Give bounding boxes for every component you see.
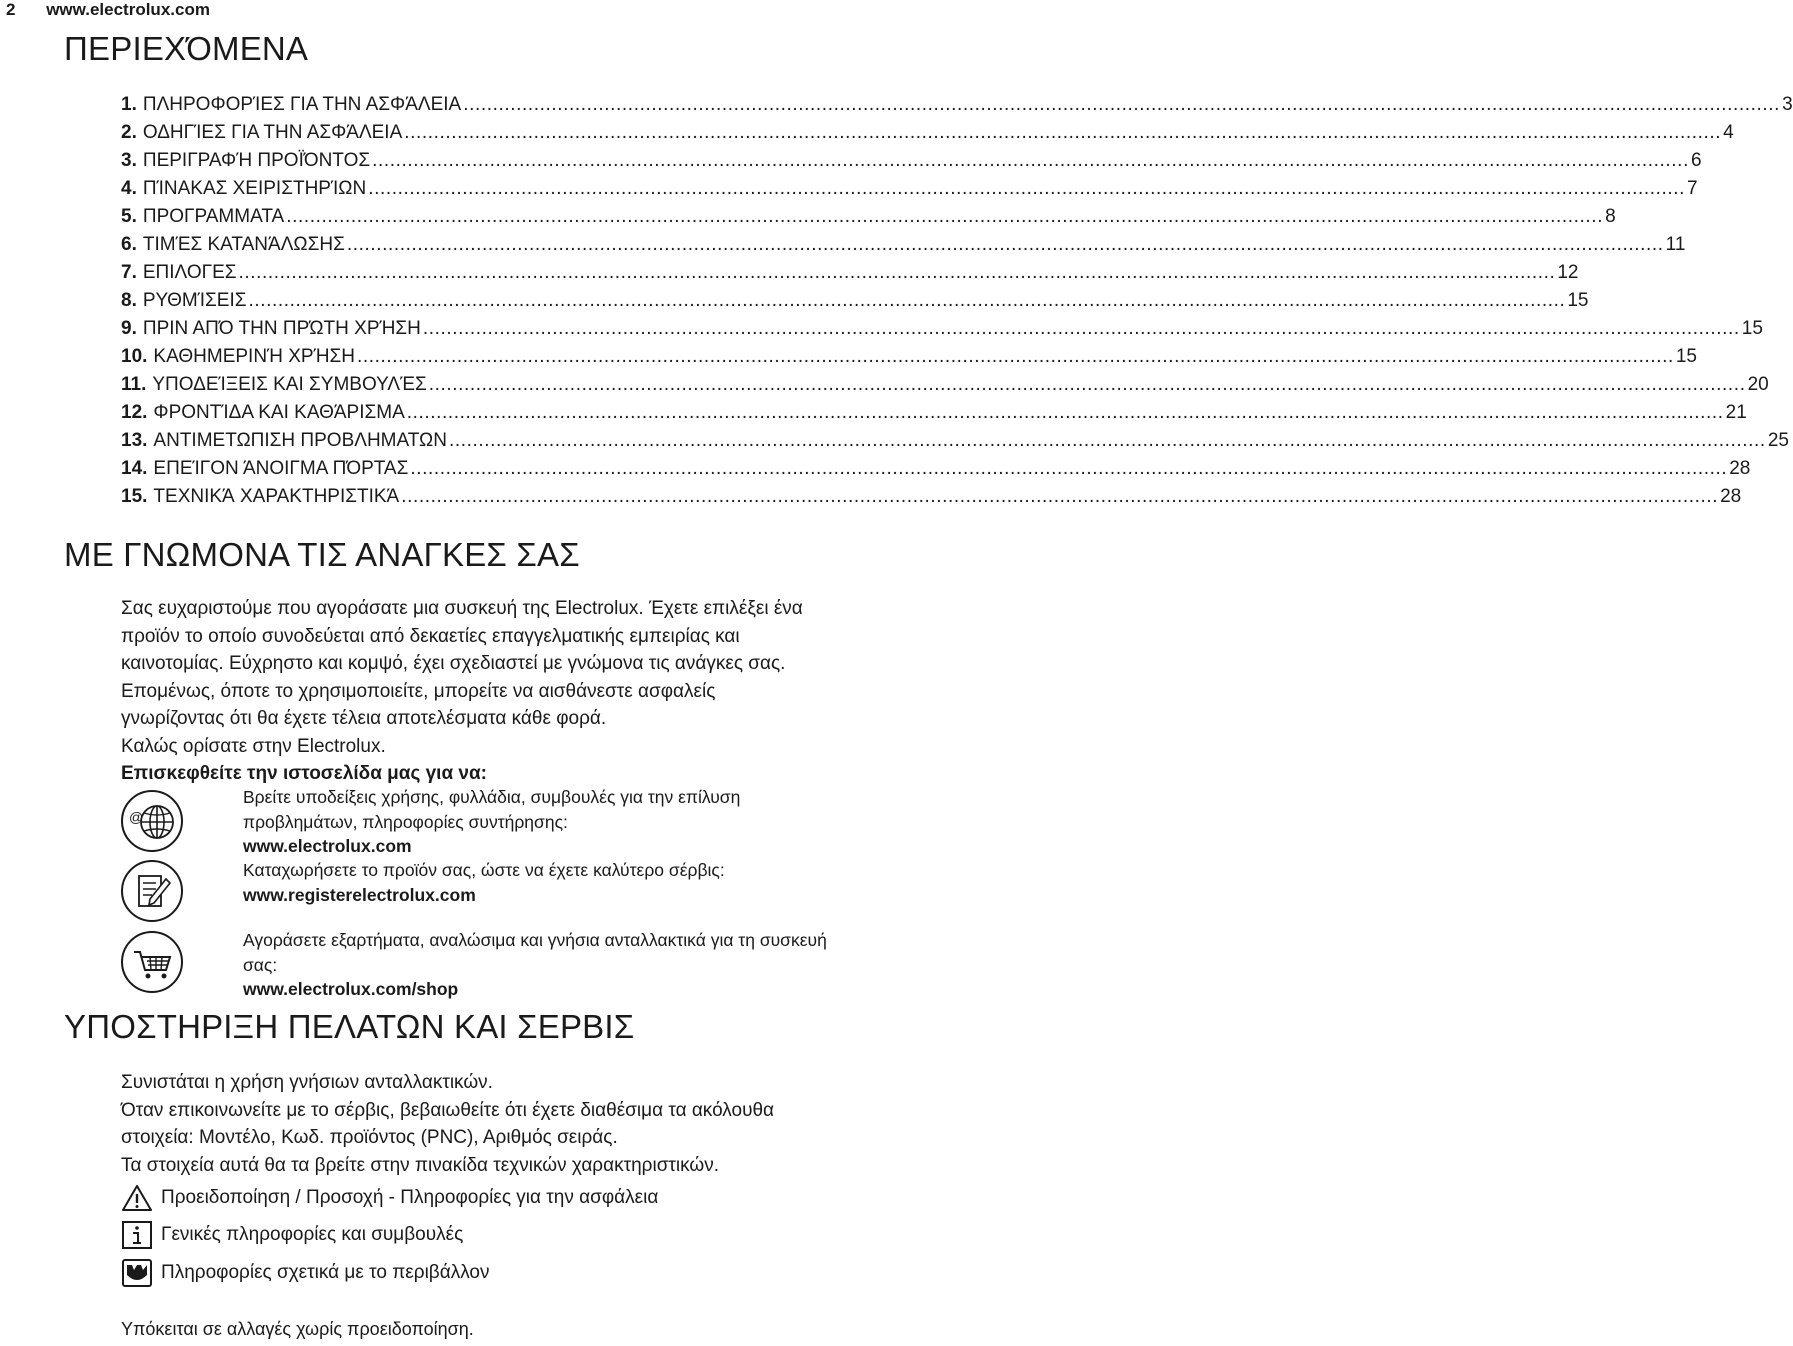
toc-item-page: 28 [1720, 486, 1742, 507]
toc-item-number: 3. [121, 150, 137, 171]
toc-item-title: ΠΡΙΝ ΑΠΌ ΤΗΝ ΠΡΏΤΗ ΧΡΉΣΗ [142, 318, 421, 339]
legend-warning [121, 1184, 658, 1212]
legend-info [121, 1221, 463, 1249]
toc-item-page: 21 [1725, 402, 1747, 423]
toc-dot-leader [347, 231, 1664, 259]
visit-text: Καταχωρήσετε το προϊόν σας, ώστε να έχετε καλύτερο σέρβις: [243, 860, 725, 880]
toc-item[interactable] [121, 203, 1616, 231]
support-line: Τα στοιχεία αυτά θα τα βρείτε στην πινακίδα τεχνικών χαρακτηριστικών. [121, 1154, 720, 1176]
toc-item[interactable] [121, 455, 1751, 483]
toc-item-page: 28 [1729, 458, 1751, 479]
needs-title: ΜΕ ΓΝΩΜΟΝΑ ΤΙΣ ΑΝΑΓΚΕΣ ΣΑΣ [64, 536, 580, 573]
visit-text: σας: [243, 954, 278, 975]
info-icon [121, 1221, 153, 1249]
toc-item[interactable] [121, 399, 1747, 427]
visit-url[interactable]: www.registerelectrolux.com [243, 884, 476, 905]
support-line: στοιχεία: Μοντέλο, Κωδ. προϊόντος (PNC), Αριθμός σειράς. [121, 1127, 618, 1148]
toc-item-page: 8 [1605, 206, 1616, 227]
toc-item-title: ΦΡΟΝΤΊΔΑ ΚΑΙ ΚΑΘΆΡΙΣΜΑ [153, 402, 405, 423]
toc-dot-leader [239, 259, 1556, 287]
toc-item-number: 13. [121, 430, 148, 451]
footer-note: Υπόκειται σε αλλαγές χωρίς προειδοποίηση. [121, 1319, 474, 1339]
site-url[interactable]: www.electrolux.com [46, 0, 210, 19]
toc-item[interactable] [121, 371, 1769, 399]
toc-item[interactable] [121, 119, 1734, 147]
toc-item-page: 15 [1675, 346, 1697, 367]
visit-text: προβλημάτων, πληροφορίες συντήρησης: [243, 811, 568, 832]
toc-item[interactable] [121, 259, 1579, 287]
visit-heading: Επισκεφθείτε την ιστοσελίδα μας για να: [121, 763, 487, 784]
environment-leaf-icon [121, 1259, 153, 1287]
toc-item[interactable] [121, 91, 1793, 119]
warning-triangle-icon [121, 1184, 153, 1212]
toc-item-page: 12 [1557, 262, 1579, 283]
visit-url[interactable]: www.electrolux.com/shop [243, 979, 459, 999]
toc-item-number: 10. [121, 346, 148, 367]
toc-dot-leader [248, 287, 1565, 315]
support-title: ΥΠΟΣΤΗΡΙΞΗ ΠΕΛΑΤΩΝ ΚΑΙ ΣΕΡΒΙΣ [64, 1008, 635, 1045]
toc-dot-leader [286, 203, 1603, 231]
toc-item-number: 7. [121, 262, 137, 283]
toc-item[interactable] [121, 483, 1742, 511]
toc-item-title: ΚΑΘΗΜΕΡΙΝΉ ΧΡΉΣΗ [153, 346, 355, 367]
toc-item-number: 1. [121, 94, 137, 115]
toc-item-number: 8. [121, 290, 137, 311]
table-of-contents [121, 91, 1793, 511]
toc-dot-leader [429, 371, 1746, 399]
toc-title: ΠΕΡΙΕΧΌΜΕΝΑ [64, 30, 309, 67]
legend-text: Γενικές πληροφορίες και συμβουλές [161, 1224, 464, 1245]
toc-item-number: 15. [121, 486, 148, 507]
visit-text: Αγοράσετε εξαρτήματα, αναλώσιμα και γνήσια ανταλλακτικά για τη συσκευή [243, 930, 827, 950]
toc-dot-leader [407, 399, 1724, 427]
toc-item-number: 5. [121, 206, 137, 227]
needs-line: γνωρίζοντας ότι θα έχετε τέλεια αποτελέσματα κάθε φορά. [121, 708, 607, 729]
toc-item-page: 20 [1747, 374, 1769, 395]
toc-item[interactable] [121, 427, 1789, 455]
toc-item-title: ΤΙΜΈΣ ΚΑΤΑΝΆΛΩΣΗΣ [142, 234, 345, 255]
needs-line: Σας ευχαριστούμε που αγοράσατε μια συσκευή της Electrolux. Έχετε επιλέξει ένα [121, 598, 803, 619]
toc-dot-leader [449, 427, 1766, 455]
visit-text: Βρείτε υποδείξεις χρήσης, φυλλάδια, συμβουλές για την επίλυση [243, 787, 741, 807]
needs-line: Καλώς ορίσατε στην Electrolux. [121, 735, 386, 757]
visit-item-register [243, 858, 961, 907]
toc-item-title: ΠΛΗΡΟΦΟΡΊΕΣ ΓΙΑ ΤΗΝ ΑΣΦΆΛΕΙΑ [142, 94, 462, 115]
toc-item-title: ΠΊΝΑΚΑΣ ΧΕΙΡΙΣΤΗΡΊΩΝ [142, 178, 367, 199]
toc-item[interactable] [121, 147, 1702, 175]
toc-item-number: 11. [121, 374, 147, 395]
toc-item-number: 9. [121, 318, 137, 339]
toc-item-number: 12. [121, 402, 148, 423]
toc-item[interactable] [121, 315, 1763, 343]
toc-item-number: 4. [121, 178, 137, 199]
toc-item-page: 3 [1782, 94, 1793, 115]
toc-item-title: ΠΕΡΙΓΡΑΦΉ ΠΡΟΪΌΝΤΟΣ [142, 150, 371, 171]
toc-item[interactable] [121, 343, 1697, 371]
toc-item-page: 7 [1687, 178, 1698, 199]
support-line: Συνιστάται η χρήση γνήσιων ανταλλακτικών. [121, 1072, 493, 1093]
toc-item[interactable] [121, 287, 1589, 315]
toc-item[interactable] [121, 175, 1698, 203]
toc-item-number: 2. [121, 122, 137, 143]
toc-item-title: ΕΠΕΊΓΟΝ ΆΝΟΙΓΜΑ ΠΌΡΤΑΣ [153, 458, 409, 479]
globe-at-icon [120, 789, 184, 853]
toc-item-title: ΥΠΟΔΕΊΞΕΙΣ ΚΑΙ ΣΥΜΒΟΥΛΈΣ [152, 374, 427, 395]
toc-item-page: 15 [1741, 318, 1763, 339]
toc-dot-leader [463, 91, 1780, 119]
toc-dot-leader [404, 119, 1721, 147]
visit-url[interactable]: www.electrolux.com [243, 836, 412, 856]
toc-item-page: 25 [1767, 430, 1789, 451]
toc-dot-leader [401, 483, 1718, 511]
needs-line: Επομένως, όποτε το χρησιμοποιείτε, μπορείτε να αισθάνεστε ασφαλείς [121, 680, 716, 702]
toc-item-page: 6 [1690, 150, 1702, 171]
toc-item-title: ΟΔΗΓΊΕΣ ΓΙΑ ΤΗΝ ΑΣΦΆΛΕΙΑ [142, 122, 403, 143]
toc-dot-leader [368, 175, 1685, 203]
toc-item-page: 4 [1723, 122, 1734, 143]
shopping-cart-icon [120, 930, 184, 994]
toc-item-page: 11 [1665, 234, 1686, 255]
visit-item-help [243, 785, 961, 859]
toc-dot-leader [372, 147, 1689, 175]
register-document-icon [120, 859, 184, 923]
svg-text:@: @ [129, 809, 144, 825]
page-header [6, 0, 210, 20]
toc-item-number: 14. [121, 458, 148, 479]
toc-item-page: 15 [1567, 290, 1589, 311]
toc-item-title: ΡΥΘΜΊΣΕΙΣ [142, 290, 247, 311]
toc-dot-leader [410, 455, 1727, 483]
toc-item-title: ΤΕΧΝΙΚΆ ΧΑΡΑΚΤΗΡΙΣΤΙΚΆ [153, 486, 400, 507]
toc-item[interactable] [121, 231, 1686, 259]
legend-environment [121, 1259, 490, 1287]
support-intro [121, 1069, 961, 1179]
needs-line: προϊόν το οποίο συνοδεύεται από δεκαετίες επαγγελματικής εμπειρίας και [121, 625, 740, 647]
visit-item-shop [243, 928, 961, 1002]
toc-item-title: ΑΝΤΙΜΕΤΩΠΙΣΗ ΠΡΟΒΛΗΜΑΤΩΝ [153, 430, 447, 451]
legend-text: Προειδοποίηση / Προσοχή - Πληροφορίες για την ασφάλεια [161, 1187, 659, 1208]
toc-item-title: ΠΡΟΓΡΑΜΜΑΤΑ [142, 206, 285, 227]
page-number: 2 [6, 0, 16, 19]
legend-text: Πληροφορίες σχετικά με το περιβάλλον [161, 1262, 490, 1283]
needs-line: καινοτομίας. Εύχρηστο και κομψό, έχει σχεδιαστεί με γνώμονα τις ανάγκες σας. [121, 653, 786, 674]
toc-item-title: ΕΠΙΛΟΓΕΣ [142, 262, 237, 283]
needs-intro [121, 595, 961, 788]
toc-dot-leader [423, 315, 1740, 343]
support-line: Όταν επικοινωνείτε με το σέρβις, βεβαιωθείτε ότι έχετε διαθέσιμα τα ακόλουθα [121, 1099, 775, 1121]
toc-dot-leader [357, 343, 1674, 371]
toc-item-number: 6. [121, 234, 137, 255]
